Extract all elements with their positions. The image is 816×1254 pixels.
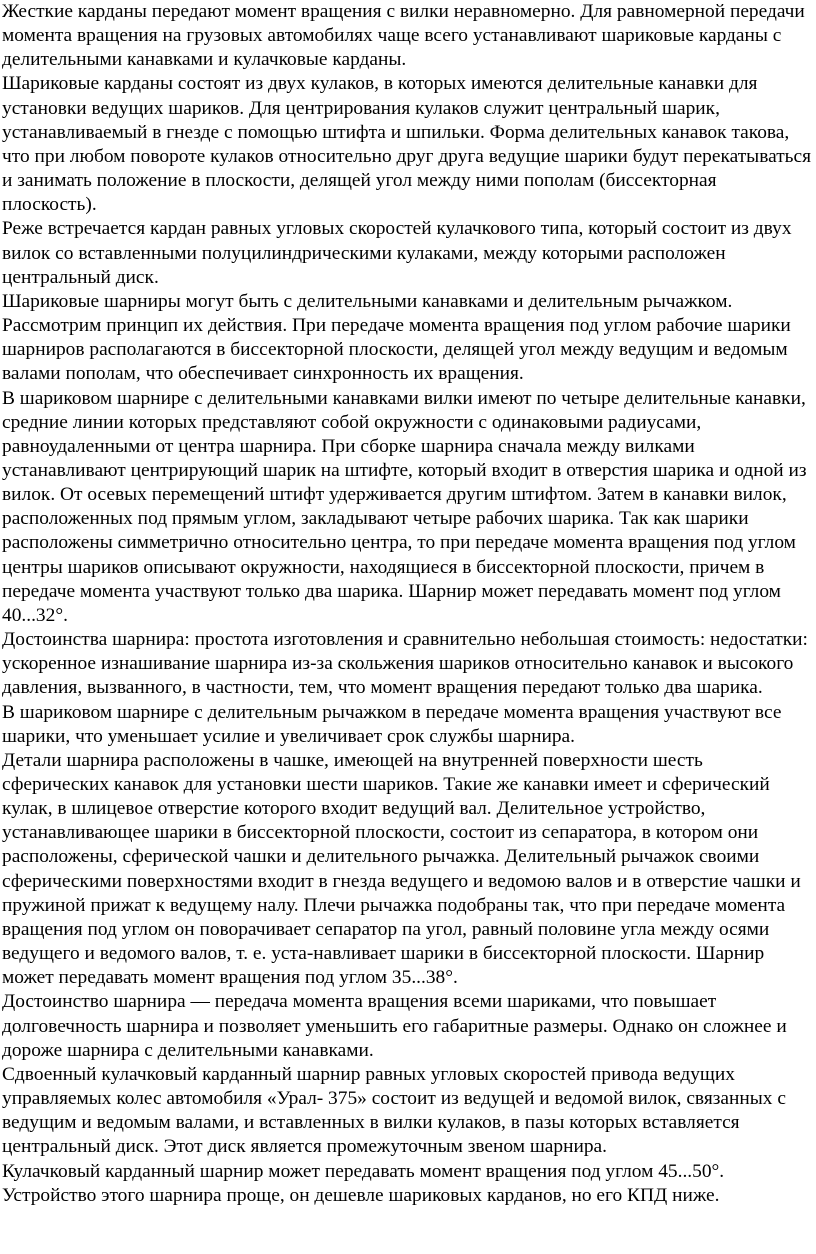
paragraph-advantages-drawbacks: Достоинства шарнира: простота изготовления и сравнительно небольшая стоимость: недостатки: ускоренное изнашивание шарнира из-за скольжения шариков относительно канавок и высокого давления, вызванного, в частности, тем, что момент вращения передают только два шарика. — [2, 629, 808, 699]
paragraph-dividing-grooves-joint: В шариковом шарнире с делительными канавками вилки имеют по четыре делительные канавки, средние линии которых представляют собой окружности с одинаковыми радиусами, равноудаленными от центра шарнира. При сборке шарнира сначала между вилками устанавливают центрирующий шарик на штифте, который входит в отверстия шарика и одной из вилок. От осевых перемещений штифт удерживается другим штифтом. Затем в канавки вилок, расположенных под прямым углом, закладывают четыре рабочих шарика. Так как шарики расположены симметрично относительно центра, то при передаче момента вращения под углом центры шариков описывают окружности, находящиеся в биссекторной плоскости, причем в передаче момента участвуют только два шарика. Шарнир может передавать момент под углом 40...32°. — [2, 387, 807, 626]
paragraph-cam-type-cardan: Реже встречается кардан равных угловых скоростей кулачкового типа, который состоит из двух вилок со вставленными полуцилиндрическими кулаками, между которыми расположен центральный диск. — [2, 218, 792, 288]
paragraph-operating-principle: Рассмотрим принцип их действия. При передаче момента вращения под углом рабочие шарики шарниров располагаются в биссекторной плоскости, делящей угол между ведущим и ведомым валами пополам, что обеспечивает синхронность их вращения. — [2, 315, 791, 385]
paragraph-joint-parts: Детали шарнира расположены в чашке, имеющей на внутренней поверхности шесть сферических канавок для установки шести шариков. Такие же канавки имеет и сферический кулак, в шлицевое отверстие которого входит ведущий вал. Делительное устройство, устанавливающее шарики в биссекторной плоскости, состоит из сепаратора, в котором они расположены, сферической чашки и делительного рычажка. Делительный рычажок своими сферическими поверхностями входит в гнезда ведущего и ведомою валов и в отверстие чашки и пружиной прижат к ведущему налу. Плечи рычажка подобраны так, что при передаче момента вращения под углом он поворачивает сепаратор па угол, равный половине угла между осями ведущего и ведомого валов, т. е. уста-навливает шарики в биссекторной плоскости. Шарнир может передавать момент вращения под углом 35...38°. — [2, 749, 801, 989]
paragraph-dual-cam-joint: Сдвоенный кулачковый карданный шарнир равных угловых скоростей привода ведущих управляемых колес автомобиля «Урал- 375» состоит из ведущей и ведомой вилок, связанных с ведущим и ведомым валами, и вставленных в вилки кулаков, в пазы которых вставляется центральный диск. Этот диск является промежуточным звеном шарнира. — [2, 1063, 786, 1158]
paragraph-ball-joint-types: Шариковые шарниры могут быть с делительными канавками и делительным рычажком. — [2, 290, 733, 312]
paragraph-rigid-cardans: Жесткие карданы передают момент вращения с вилки неравномерно. Для равномерной передачи момента вращения на грузовых автомобилях чаще всего устанавливают шариковые карданы с делительными канавками и кулачковые карданы. — [2, 1, 805, 71]
paragraph-ball-cardans: Шариковые карданы состоят из двух кулаков, в которых имеются делительные канавки для установки ведущих шариков. Для центрирования кулаков служит центральный шарик, устанавливаемый в гнезде с помощью штифта и шпильки. Форма делительных канавок такова, что при любом повороте кулаков относительно друг друга ведущие шарики будут перекатываться и занимать положение в плоскости, делящей угол между ними пополам (биссекторная плоскость). — [2, 73, 812, 216]
paragraph-dividing-lever-joint: В шариковом шарнире с делительным рычажком в передаче момента вращения участвуют все шарики, что уменьшает усилие и увеличивает срок службы шарнира. — [2, 701, 782, 747]
paragraph-joint-advantage: Достоинство шарнира — передача момента вращения всеми шариками, что повышает долговечность шарнира и позволяет уменьшить его габаритные размеры. Однако он сложнее и дороже шарнира с делительными канавками. — [2, 991, 787, 1061]
paragraph-cam-joint-angle: Кулачковый карданный шарнир может передавать момент вращения под углом 45...50°. — [2, 1160, 725, 1182]
paragraph-cam-joint-efficiency: Устройство этого шарнира проще, он дешевле шариковых карданов, но его КПД ниже. — [2, 1184, 720, 1206]
